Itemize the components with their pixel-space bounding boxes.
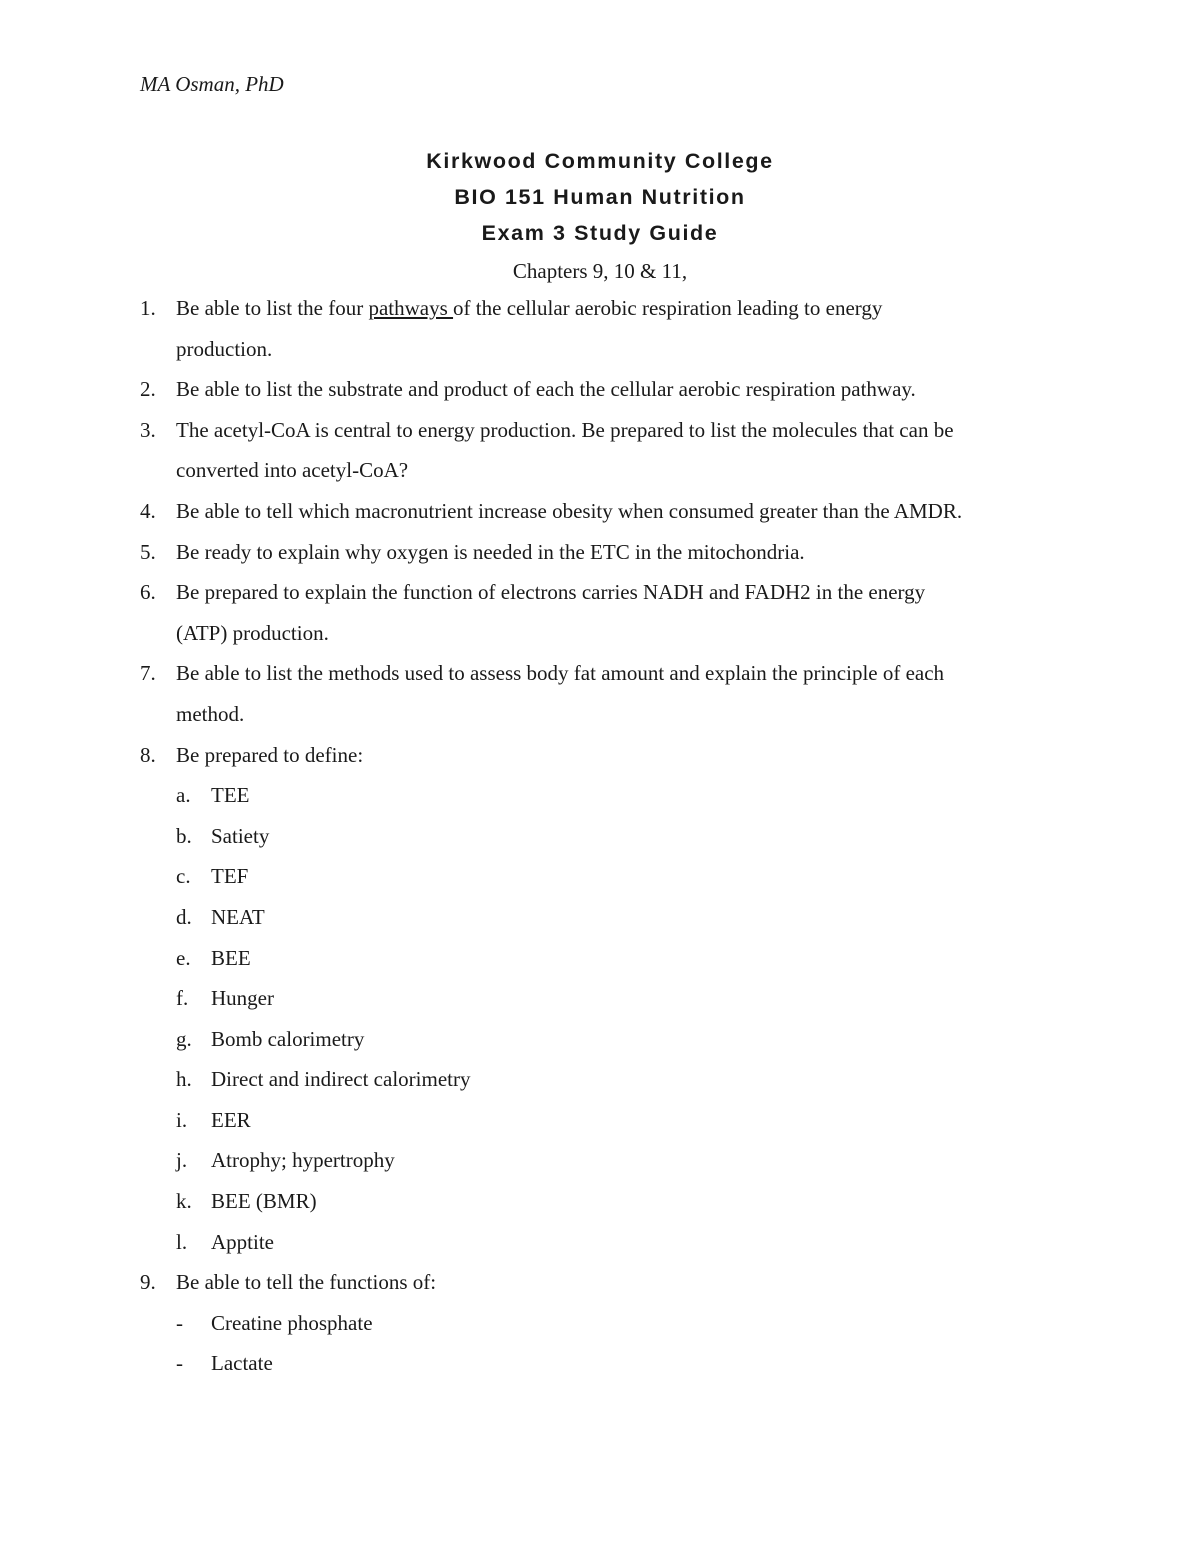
item-text: Be able to list the substrate and product of each the cellular aerobic respiration pathway.	[176, 377, 916, 402]
item-text	[176, 288, 882, 329]
sub-item	[140, 775, 1100, 816]
sub-item	[140, 1303, 1100, 1344]
sub-item-text: Creatine phosphate	[211, 1310, 373, 1335]
list-item	[140, 491, 1100, 532]
sub-item-marker: b.	[176, 823, 192, 848]
sub-item	[140, 1100, 1100, 1141]
sub-item-text: EER	[211, 1107, 251, 1132]
list-item	[140, 735, 1100, 776]
list-item	[140, 369, 1100, 410]
item-number: 3.	[140, 417, 156, 442]
sub-item-text: Atrophy; hypertrophy	[211, 1148, 395, 1173]
sub-item-text: TEE	[211, 783, 250, 808]
sub-item-marker: l.	[176, 1229, 188, 1254]
sub-item-marker: k.	[176, 1189, 192, 1214]
sub-item-text: TEF	[211, 864, 249, 889]
sub-item-text: Apptite	[211, 1229, 274, 1254]
item-text: Be prepared to explain the function of electrons carries NADH and FADH2 in the energy	[176, 580, 926, 605]
item-number: 4.	[140, 498, 156, 523]
list-item-continuation	[140, 694, 1100, 735]
sub-item-text: Hunger	[211, 986, 274, 1011]
sub-item	[140, 816, 1100, 857]
list-item-continuation	[140, 450, 1100, 491]
sub-item-text: Lactate	[211, 1351, 273, 1376]
sub-item-text: Satiety	[211, 823, 270, 848]
list-item	[140, 1262, 1100, 1303]
sub-item-marker: h.	[176, 1067, 192, 1092]
item-continuation-text: production.	[176, 336, 273, 361]
sub-item-text: NEAT	[211, 904, 265, 929]
item-number: 5.	[140, 539, 156, 564]
sub-item-marker: e.	[176, 945, 191, 970]
institution-title: Kirkwood Community College	[426, 149, 774, 173]
item-number: 1.	[140, 296, 156, 320]
sub-item-text: BEE (BMR)	[211, 1189, 317, 1214]
list-item	[140, 653, 1100, 694]
sub-item-marker: i.	[176, 1107, 188, 1132]
document-title: Exam 3 Study Guide	[481, 221, 719, 245]
list-item	[140, 410, 1100, 451]
item-text: The acetyl-CoA is central to energy production. Be prepared to list the molecules that can be	[176, 417, 954, 442]
list-item	[140, 532, 1100, 573]
sub-item-marker: g.	[176, 1026, 192, 1051]
list-item-continuation	[140, 329, 1100, 370]
sub-item	[140, 1140, 1100, 1181]
sub-item-marker: j.	[176, 1148, 188, 1173]
item-text: Be able to tell the functions of:	[176, 1270, 437, 1295]
sub-item-marker: -	[176, 1310, 183, 1335]
item-continuation-text: method.	[176, 701, 245, 726]
list-item	[140, 572, 1100, 613]
sub-item	[140, 897, 1100, 938]
item-text: Be able to tell which macronutrient increase obesity when consumed greater than the AMDR.	[176, 498, 963, 523]
sub-item	[140, 938, 1100, 979]
sub-item	[140, 1059, 1100, 1100]
sub-item-text: Bomb calorimetry	[211, 1026, 365, 1051]
author-line: MA Osman, PhD	[140, 72, 284, 96]
sub-item	[140, 1181, 1100, 1222]
item-text-before: Be able to list the four	[176, 296, 369, 320]
item-number: 9.	[140, 1270, 156, 1295]
sub-item	[140, 978, 1100, 1019]
item-text: Be ready to explain why oxygen is needed in the ETC in the mitochondria.	[176, 539, 805, 564]
sub-item-text: BEE	[211, 945, 251, 970]
item-continuation-text: (ATP) production.	[176, 620, 329, 645]
item-text: Be prepared to define:	[176, 742, 364, 767]
sub-item	[140, 856, 1100, 897]
sub-item-marker: -	[176, 1351, 183, 1376]
chapters-line: Chapters 9, 10 & 11,	[512, 259, 688, 283]
underlined-term: pathways	[368, 296, 454, 320]
sub-item	[140, 1343, 1100, 1384]
item-number: 2.	[140, 377, 156, 402]
sub-item	[140, 1019, 1100, 1060]
sub-item	[140, 1222, 1100, 1263]
item-number: 6.	[140, 580, 156, 605]
item-text-after: of the cellular aerobic respiration leading to energy	[453, 296, 883, 320]
item-number: 7.	[140, 661, 156, 686]
course-title: BIO 151 Human Nutrition	[454, 185, 746, 209]
list-item	[140, 288, 1100, 329]
item-text: Be able to list the methods used to assess body fat amount and explain the principle of each	[176, 661, 945, 686]
sub-item-marker: d.	[176, 904, 192, 929]
list-item-continuation	[140, 613, 1100, 654]
title-block	[0, 143, 1200, 291]
study-guide-list	[140, 288, 1100, 1384]
sub-item-marker: f.	[176, 986, 189, 1011]
sub-item-text: Direct and indirect calorimetry	[211, 1067, 471, 1092]
sub-item-marker: a.	[176, 783, 191, 808]
item-number: 8.	[140, 742, 156, 767]
sub-item-marker: c.	[176, 864, 191, 889]
item-continuation-text: converted into acetyl-CoA?	[176, 458, 409, 483]
